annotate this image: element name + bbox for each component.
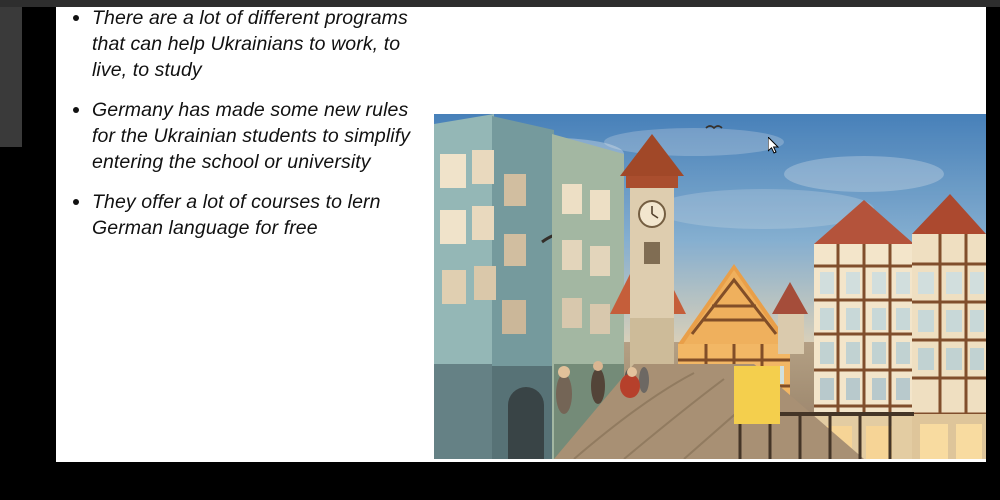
filmstrip[interactable] <box>0 478 1000 500</box>
slide-image[interactable] <box>434 114 986 459</box>
bullet-list <box>64 5 424 253</box>
list-item: They offer a lot of courses to lern German language for free <box>64 189 424 241</box>
left-panel-strip <box>0 7 22 147</box>
presentation-slide[interactable] <box>56 7 986 462</box>
list-item: Germany has made some new rules for the Ukrainian students to simplify entering the school or university <box>64 97 424 175</box>
list-item: There are a lot of different programs that can help Ukrainians to work, to live, to study <box>64 5 424 83</box>
